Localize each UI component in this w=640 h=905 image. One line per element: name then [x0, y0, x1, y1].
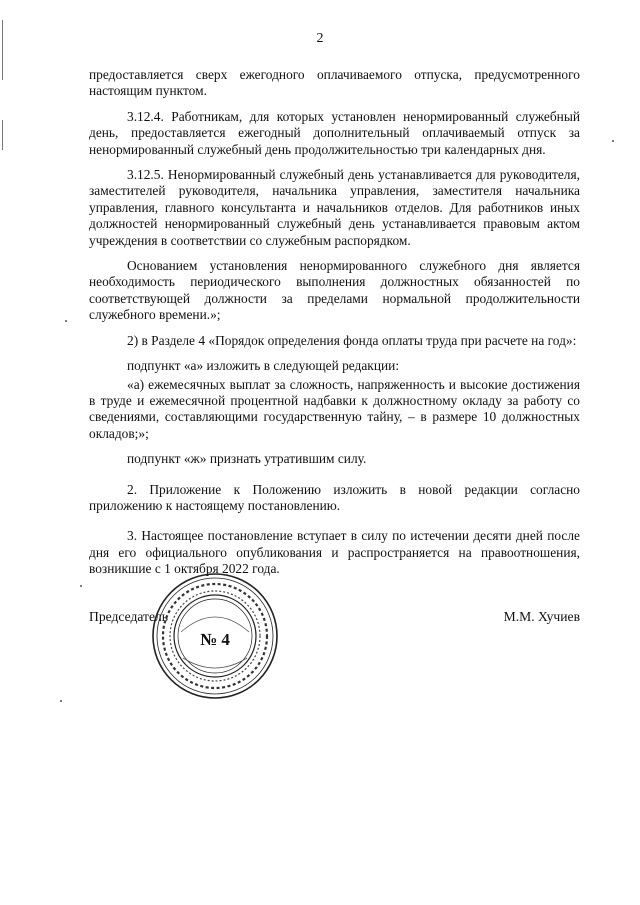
seal-number: № 4: [200, 630, 230, 649]
page-number: 2: [316, 31, 324, 46]
document-body: [89, 67, 580, 587]
scan-edge-mark: [2, 120, 3, 150]
paragraph: подпункт «а» изложить в следующей редакции:: [127, 358, 400, 374]
paragraph: 3.12.4. Работникам, для которых установлен ненормированный служебный день, предоставляется ежегодный дополнительный оплачиваемый отпуск за ненормированный служебный день продолжительностью три календарных дня.: [89, 108, 580, 157]
paragraph: 2. Приложение к Положению изложить в новой редакции согласно приложению к настоящему постановлению.: [89, 481, 580, 513]
scan-speck: [60, 700, 62, 702]
paragraph: предоставляется сверх ежегодного оплачиваемого отпуска, предусмотренного настоящим пунктом.: [89, 67, 580, 99]
scan-speck: [612, 140, 614, 142]
paragraph: подпункт «ж» признать утратившим силу.: [127, 451, 367, 467]
signatory-title: Председатель: [89, 609, 168, 624]
paragraph: 2) в Разделе 4 «Порядок определения фонда оплаты труда при расчете на год»:: [127, 332, 577, 348]
signatory-name: М.М. Хучиев: [503, 609, 580, 624]
official-seal: [151, 572, 279, 700]
paragraph: 3. Настоящее постановление вступает в силу по истечении десяти дней после дня его официального опубликования и распространяется на правоотношения, возникшие с 1 октября 2022 года.: [89, 528, 580, 577]
scan-speck: [80, 585, 82, 587]
paragraph: «а) ежемесячных выплат за сложность, напряженность и высокие достижения в труде и ежемесячной процентной надбавки к должностному окладу за работу со сведениями, составляющими государственную тайну, – в размере 10 должностных окладов;»;: [89, 376, 580, 441]
scan-edge-mark: [2, 20, 3, 80]
paragraph: 3.12.5. Ненормированный служебный день устанавливается для руководителя, заместителей руководителя, начальника управления, заместителя начальника управления, главного консультанта и начальников отделов. Для работников иных должностей ненормированный служебный день устанавливается правовым актом учреждения в соответствии со служебным распорядком.: [89, 167, 580, 248]
paragraph: Основанием установления ненормированного служебного дня является необходимость периодического выполнения должностных обязанностей по соответствующей должности за пределами нормальной продолжительности служебного времени.»;: [89, 258, 580, 323]
scan-speck: [65, 320, 67, 322]
